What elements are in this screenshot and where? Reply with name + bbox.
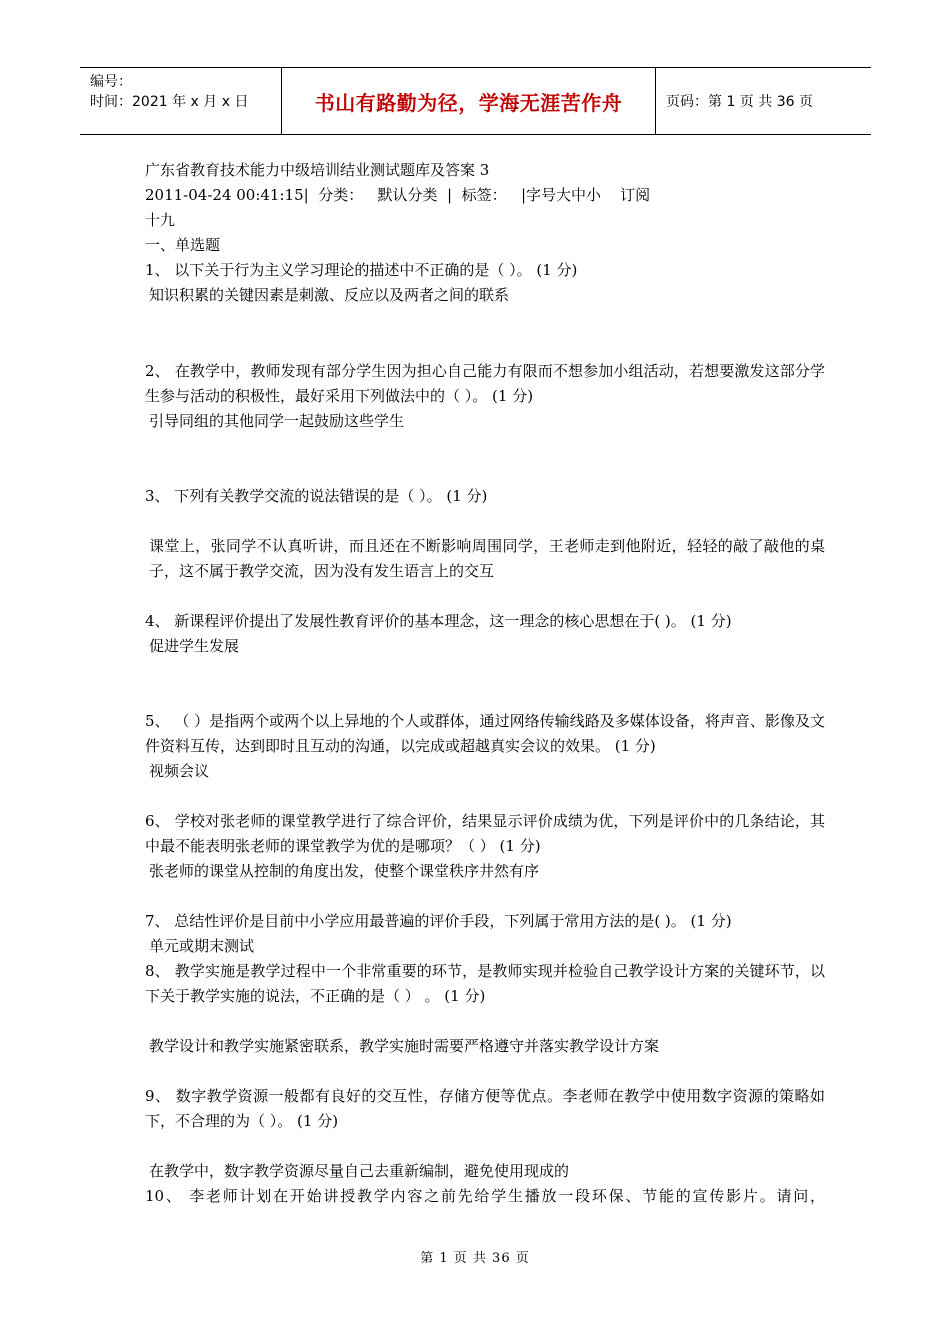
answer-2: 引导同组的其他同学一起鼓励这些学生 — [149, 412, 405, 430]
header-time-label: 时间：2021 年 x 月 x 日 — [90, 94, 249, 110]
answer-8: 教学设计和教学实施紧密联系，教学实施时需要严格遵守并落实教学设计方案 — [149, 1037, 660, 1055]
answer-3: 课堂上，张同学不认真听讲，而且还在不断影响周围同学，王老师走到他附近，轻轻的敲了敲他的桌子，这不属于教学交流，因为没有发生语言上的交互 — [149, 537, 825, 580]
answer-1: 知识积累的关键因素是刺激、反应以及两者之间的联系 — [149, 286, 510, 304]
question-4: 4、 新课程评价提出了发展性教育评价的基本理念，这一理念的核心思想在于( )。 (1 分) — [145, 612, 732, 630]
question-6: 6、 学校对张老师的课堂教学进行了综合评价，结果显示评价成绩为优，下列是评价中的几条结论，其中最不能表明张老师的课堂教学为优的是哪项？（ ） (1 分) — [145, 812, 825, 855]
question-7: 7、 总结性评价是目前中小学应用最普遍的评价手段，下列属于常用方法的是( )。 (1 分) — [145, 912, 732, 930]
question-9: 9、 数字教学资源一般都有良好的交互性，存储方便等优点。李老师在教学中使用数字资源的策略如下，不合理的为（ ）。 (1 分) — [145, 1087, 825, 1130]
section-heading: 一、单选题 — [145, 236, 221, 254]
doc-title: 广东省教育技术能力中级培训结业测试题库及答案 3 — [145, 161, 490, 179]
header-meta-cell — [80, 68, 282, 134]
answer-4: 促进学生发展 — [149, 637, 240, 655]
page-header — [80, 67, 871, 135]
header-number-label: 编号： — [90, 74, 132, 90]
answer-7: 单元或期末测试 — [149, 937, 255, 955]
question-10: 10、 李老师计划在开始讲授教学内容之前先给学生播放一段环保、节能的宣传影片。请问， — [145, 1187, 825, 1205]
answer-6: 张老师的课堂从控制的角度出发，使整个课堂秩序井然有序 — [149, 862, 540, 880]
doc-meta: 2011-04-24 00:41:15| 分类： 默认分类 | 标签： |字号大中小 订阅 — [145, 186, 651, 204]
question-2: 2、 在教学中，教师发现有部分学生因为担心自己能力有限而不想参加小组活动，若想要激发这部分学生参与活动的积极性，最好采用下列做法中的（ ）。 (1 分) — [145, 362, 825, 405]
doc-number: 十九 — [145, 211, 176, 229]
question-1: 1、 以下关于行为主义学习理论的描述中不正确的是（ ）。 (1 分) — [145, 261, 578, 279]
question-3: 3、 下列有关教学交流的说法错误的是（ ）。 (1 分) — [145, 487, 488, 505]
answer-5: 视频会议 — [149, 762, 210, 780]
question-5: 5、 （ ）是指两个或两个以上异地的个人或群体，通过网络传输线路及多媒体设备，将声音、影像及文件资料互传，达到即时且互动的沟通，以完成或超越真实会议的效果。 (1 分) — [145, 712, 825, 755]
answer-9: 在教学中，数字教学资源尽量自己去重新编制，避免使用现成的 — [149, 1162, 570, 1180]
question-8: 8、 教学实施是教学过程中一个非常重要的环节，是教师实现并检验自己教学设计方案的关键环节，以下关于教学实施的说法，不正确的是（ ） 。 (1 分) — [145, 962, 825, 1005]
header-motto: 书山有路勤为径，学海无涯苦作舟 — [282, 68, 656, 134]
page-footer: 第 1 页 共 36 页 — [420, 1251, 530, 1266]
document-body — [145, 158, 825, 1209]
header-page-info: 页码：第 1 页 共 36 页 — [666, 94, 813, 110]
